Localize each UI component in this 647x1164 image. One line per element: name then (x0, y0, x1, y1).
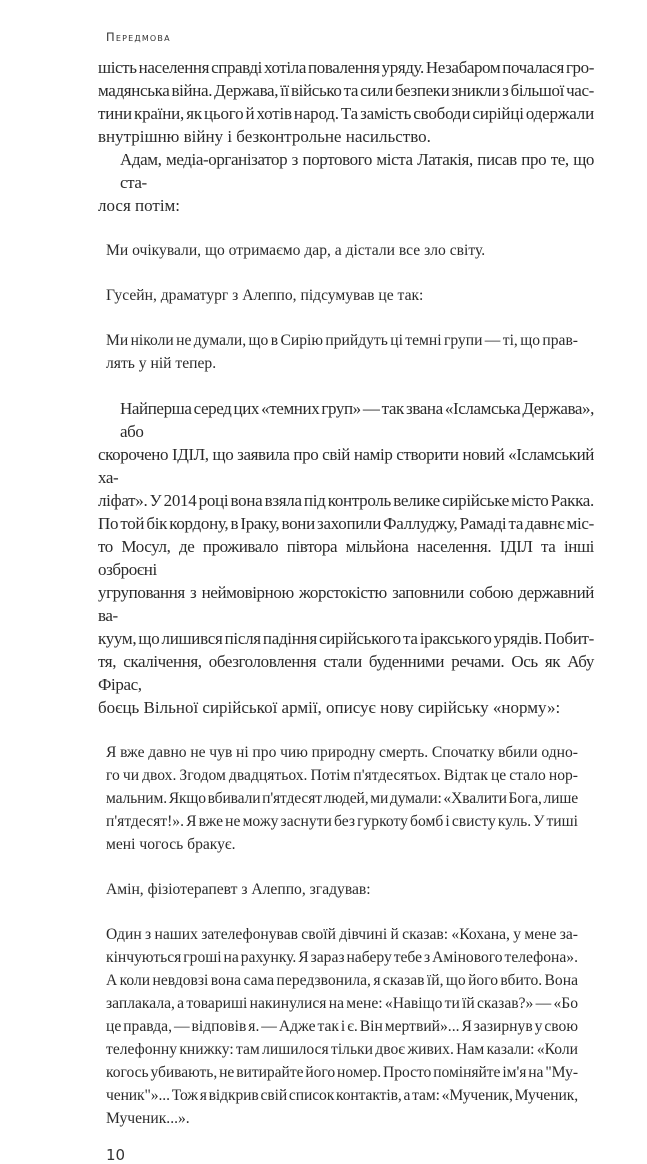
text-line: скорочено ІДІЛ, що заявила про свій намір створити новий «Ісламський ха- (98, 445, 594, 487)
paragraph (98, 397, 594, 719)
text-line: куум, що лишився після падіння сирійського та іракського урядів. Побит- (98, 629, 594, 648)
text-line: Амін, фізіотерапевт з Алеппо, згадував: (106, 881, 371, 898)
text-line: угруповання з неймовірною жорстокістю заповнили собою державний ва- (98, 583, 594, 625)
text-line: то Мосул, де проживало півтора мільйона населення. ІДІЛ та інші озброєні (98, 537, 594, 579)
block-quote (98, 239, 578, 262)
text-line: По той бік кордону, в Іраку, вони захопили Фаллуджу, Рамаді та давнє міс- (98, 514, 594, 533)
text-line: Найперша серед цих «темних груп» — так звана «Ісламська Держава», або (120, 399, 594, 441)
paragraph (98, 56, 594, 148)
text-line: мені чогось бракує. (106, 836, 236, 853)
text-line: го чи двох. Згодом двадцятьох. Потім п'ятдесятьох. Відтак це стало нор- (106, 767, 578, 784)
block-quote (98, 329, 578, 375)
page-body (98, 56, 594, 1130)
text-line: Мученик...». (106, 1110, 190, 1127)
text-line: кінчуються гроші на рахунку. Я зараз наберу тебе з Амінового телефона». (106, 949, 578, 966)
paragraph-gap (98, 375, 594, 397)
text-line: Один з наших зателефонував своїй дівчині й сказав: «Кохана, у мене за- (106, 926, 578, 943)
paragraph-gap (98, 719, 594, 741)
text-line: лося потім: (98, 196, 181, 215)
text-line: когось убивають, не витирайте його номер. Просто поміняйте ім'я на "Му- (106, 1064, 578, 1081)
running-head: Передмова (106, 30, 171, 44)
text-line: боєць Вільної сирійської армії, описує нову сирійську «норму»: (98, 698, 561, 717)
block-quote (98, 741, 578, 856)
text-line: шість населення справді хотіла повалення уряду. Незабаром почалася гро- (98, 58, 594, 77)
text-line: Ми очікували, що отримаємо дар, а дістали все зло світу. (106, 242, 486, 259)
text-line: Гусейн, драматург з Алеппо, підсумував це так: (106, 287, 424, 304)
text-line: ченик"»... Тож я відкрив свій список контактів, а там: «Мученик, Мученик, (106, 1087, 578, 1104)
text-line: внутрішню війну і безконтрольне насильство. (98, 127, 431, 146)
text-line: тя, скалічення, обезголовлення стали буденними речами. Ось як Абу Фірас, (98, 652, 594, 694)
text-line: мальним. Якщо вбивали п'ятдесят людей, ми думали: «Хвалити Бога, лише (106, 790, 578, 807)
text-line: тини країни, як цього й хотів народ. Та замість свободи сирійці одержали (98, 104, 594, 123)
text-line: А коли невдовзі вона сама передзвонила, я сказав їй, що його вбито. Вона (106, 972, 578, 989)
block-quote (98, 284, 578, 307)
paragraph-gap (98, 307, 594, 329)
text-line: заплакала, а товариші накинулися на мене: «Навіщо ти їй сказав?» — «Бо (106, 995, 578, 1012)
paragraph-gap (98, 901, 594, 923)
text-line: п'ятдесят!». Я вже не можу заснути без гуркоту бомб і свисту куль. У тиші (106, 813, 578, 830)
text-line: мадянська війна. Держава, її військо та сили безпеки зникли з більшої час- (98, 81, 594, 100)
text-line: це правда, — відповів я. — Адже так і є. Він мертвий»... Я зазирнув у свою (106, 1018, 578, 1035)
text-line: Ми ніколи не думали, що в Сирію прийдуть ці темні групи — ті, що прав- (106, 332, 578, 349)
text-line: лять у ній тепер. (106, 355, 217, 372)
block-quote (98, 923, 578, 1130)
text-line: Адам, медіа-організатор з портового міста Латакія, писав про те, що ста- (120, 150, 594, 192)
paragraph-gap (98, 217, 594, 239)
block-quote (98, 878, 578, 901)
text-line: телефонну книжку: там лишилося тільки двоє живих. Нам казали: «Коли (106, 1041, 578, 1058)
paragraph-gap (98, 262, 594, 284)
page-number: 10 (106, 1146, 126, 1164)
text-line: ліфат». У 2014 році вона взяла під контроль велике сирійське місто Ракка. (98, 491, 594, 510)
paragraph-gap (98, 856, 594, 878)
paragraph (98, 148, 594, 217)
text-line: Я вже давно не чув ні про чию природну смерть. Спочатку вбили одно- (106, 744, 578, 761)
